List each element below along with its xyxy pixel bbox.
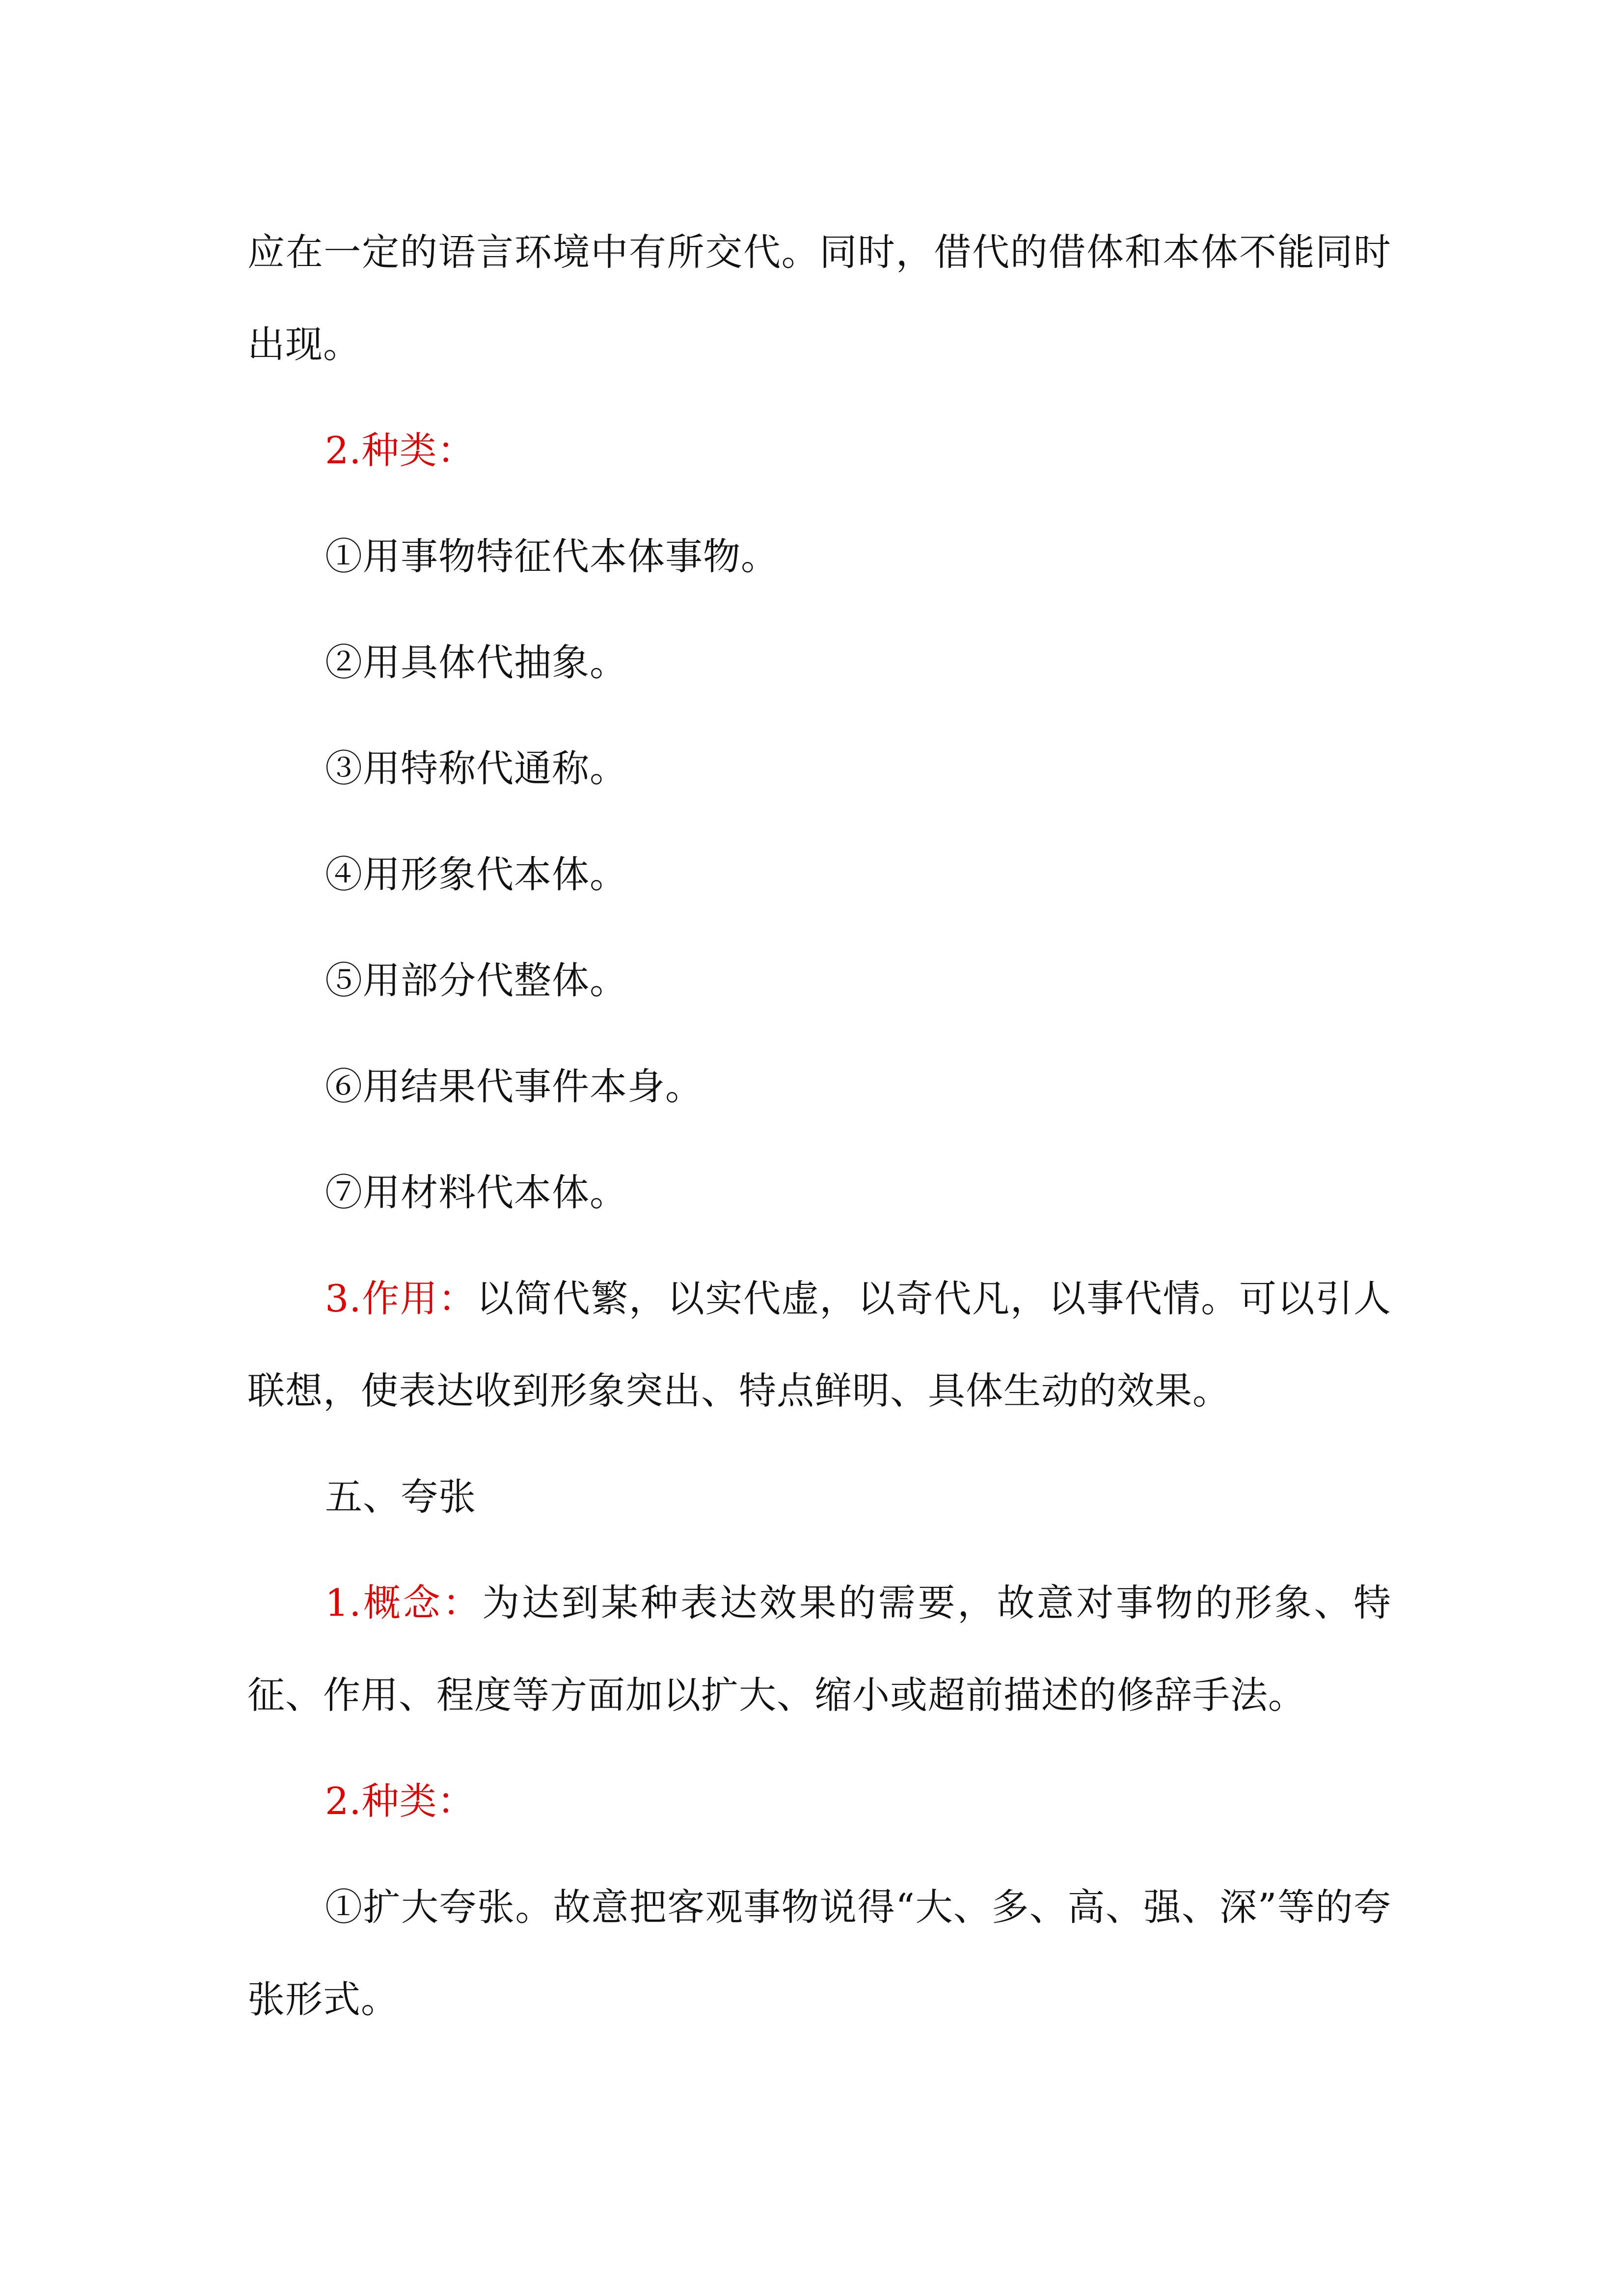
concept-text: 为达到某种表达效果的需要，故意对事物的形象、特征、作用、程度等方面加以扩大、缩小或超前描述的修辞手法。 xyxy=(247,1581,1391,1717)
concept-heading: 1.概念： xyxy=(325,1581,483,1625)
section-title-paragraph xyxy=(247,1451,1391,1543)
function-paragraph xyxy=(247,1253,1391,1437)
types-heading: 2.种类： xyxy=(325,428,475,472)
paragraph-text: 应在一定的语言环境中有所交代。同时，借代的借体和本体不能同时出现。 xyxy=(247,230,1391,366)
list-item-text: ①扩大夸张。故意把客观事物说得“大、多、高、强、深”等的夸张形式。 xyxy=(247,1885,1391,2021)
function-heading: 3.作用： xyxy=(325,1277,477,1320)
list-item-text: ②用具体代抽象。 xyxy=(325,641,627,684)
list-item-text: ④用形象代本体。 xyxy=(325,853,627,896)
list-item xyxy=(247,934,1391,1027)
list-item xyxy=(247,1041,1391,1133)
types-heading-paragraph xyxy=(247,1755,1391,1847)
list-item xyxy=(247,510,1391,603)
types-heading-paragraph xyxy=(247,404,1391,497)
list-item xyxy=(247,722,1391,815)
types-heading: 2.种类： xyxy=(325,1779,475,1823)
list-item-text: ③用特称代通称。 xyxy=(325,747,627,790)
section-title: 五、夸张 xyxy=(325,1475,476,1519)
list-item xyxy=(247,828,1391,921)
list-item xyxy=(247,1861,1391,2046)
continuation-paragraph xyxy=(247,206,1391,391)
concept-paragraph xyxy=(247,1557,1391,1741)
list-item xyxy=(247,1147,1391,1239)
list-item-text: ⑥用结果代事件本身。 xyxy=(325,1065,703,1108)
list-item-text: ⑦用材料代本体。 xyxy=(325,1171,627,1214)
document-content xyxy=(247,206,1391,2059)
list-item xyxy=(247,616,1391,709)
list-item-text: ⑤用部分代整体。 xyxy=(325,959,627,1002)
function-text: 以简代繁，以实代虚，以奇代凡，以事代情。可以引人联想，使表达收到形象突出、特点鲜明、具体生动的效果。 xyxy=(247,1277,1392,1413)
list-item-text: ①用事物特征代本体事物。 xyxy=(325,534,779,578)
